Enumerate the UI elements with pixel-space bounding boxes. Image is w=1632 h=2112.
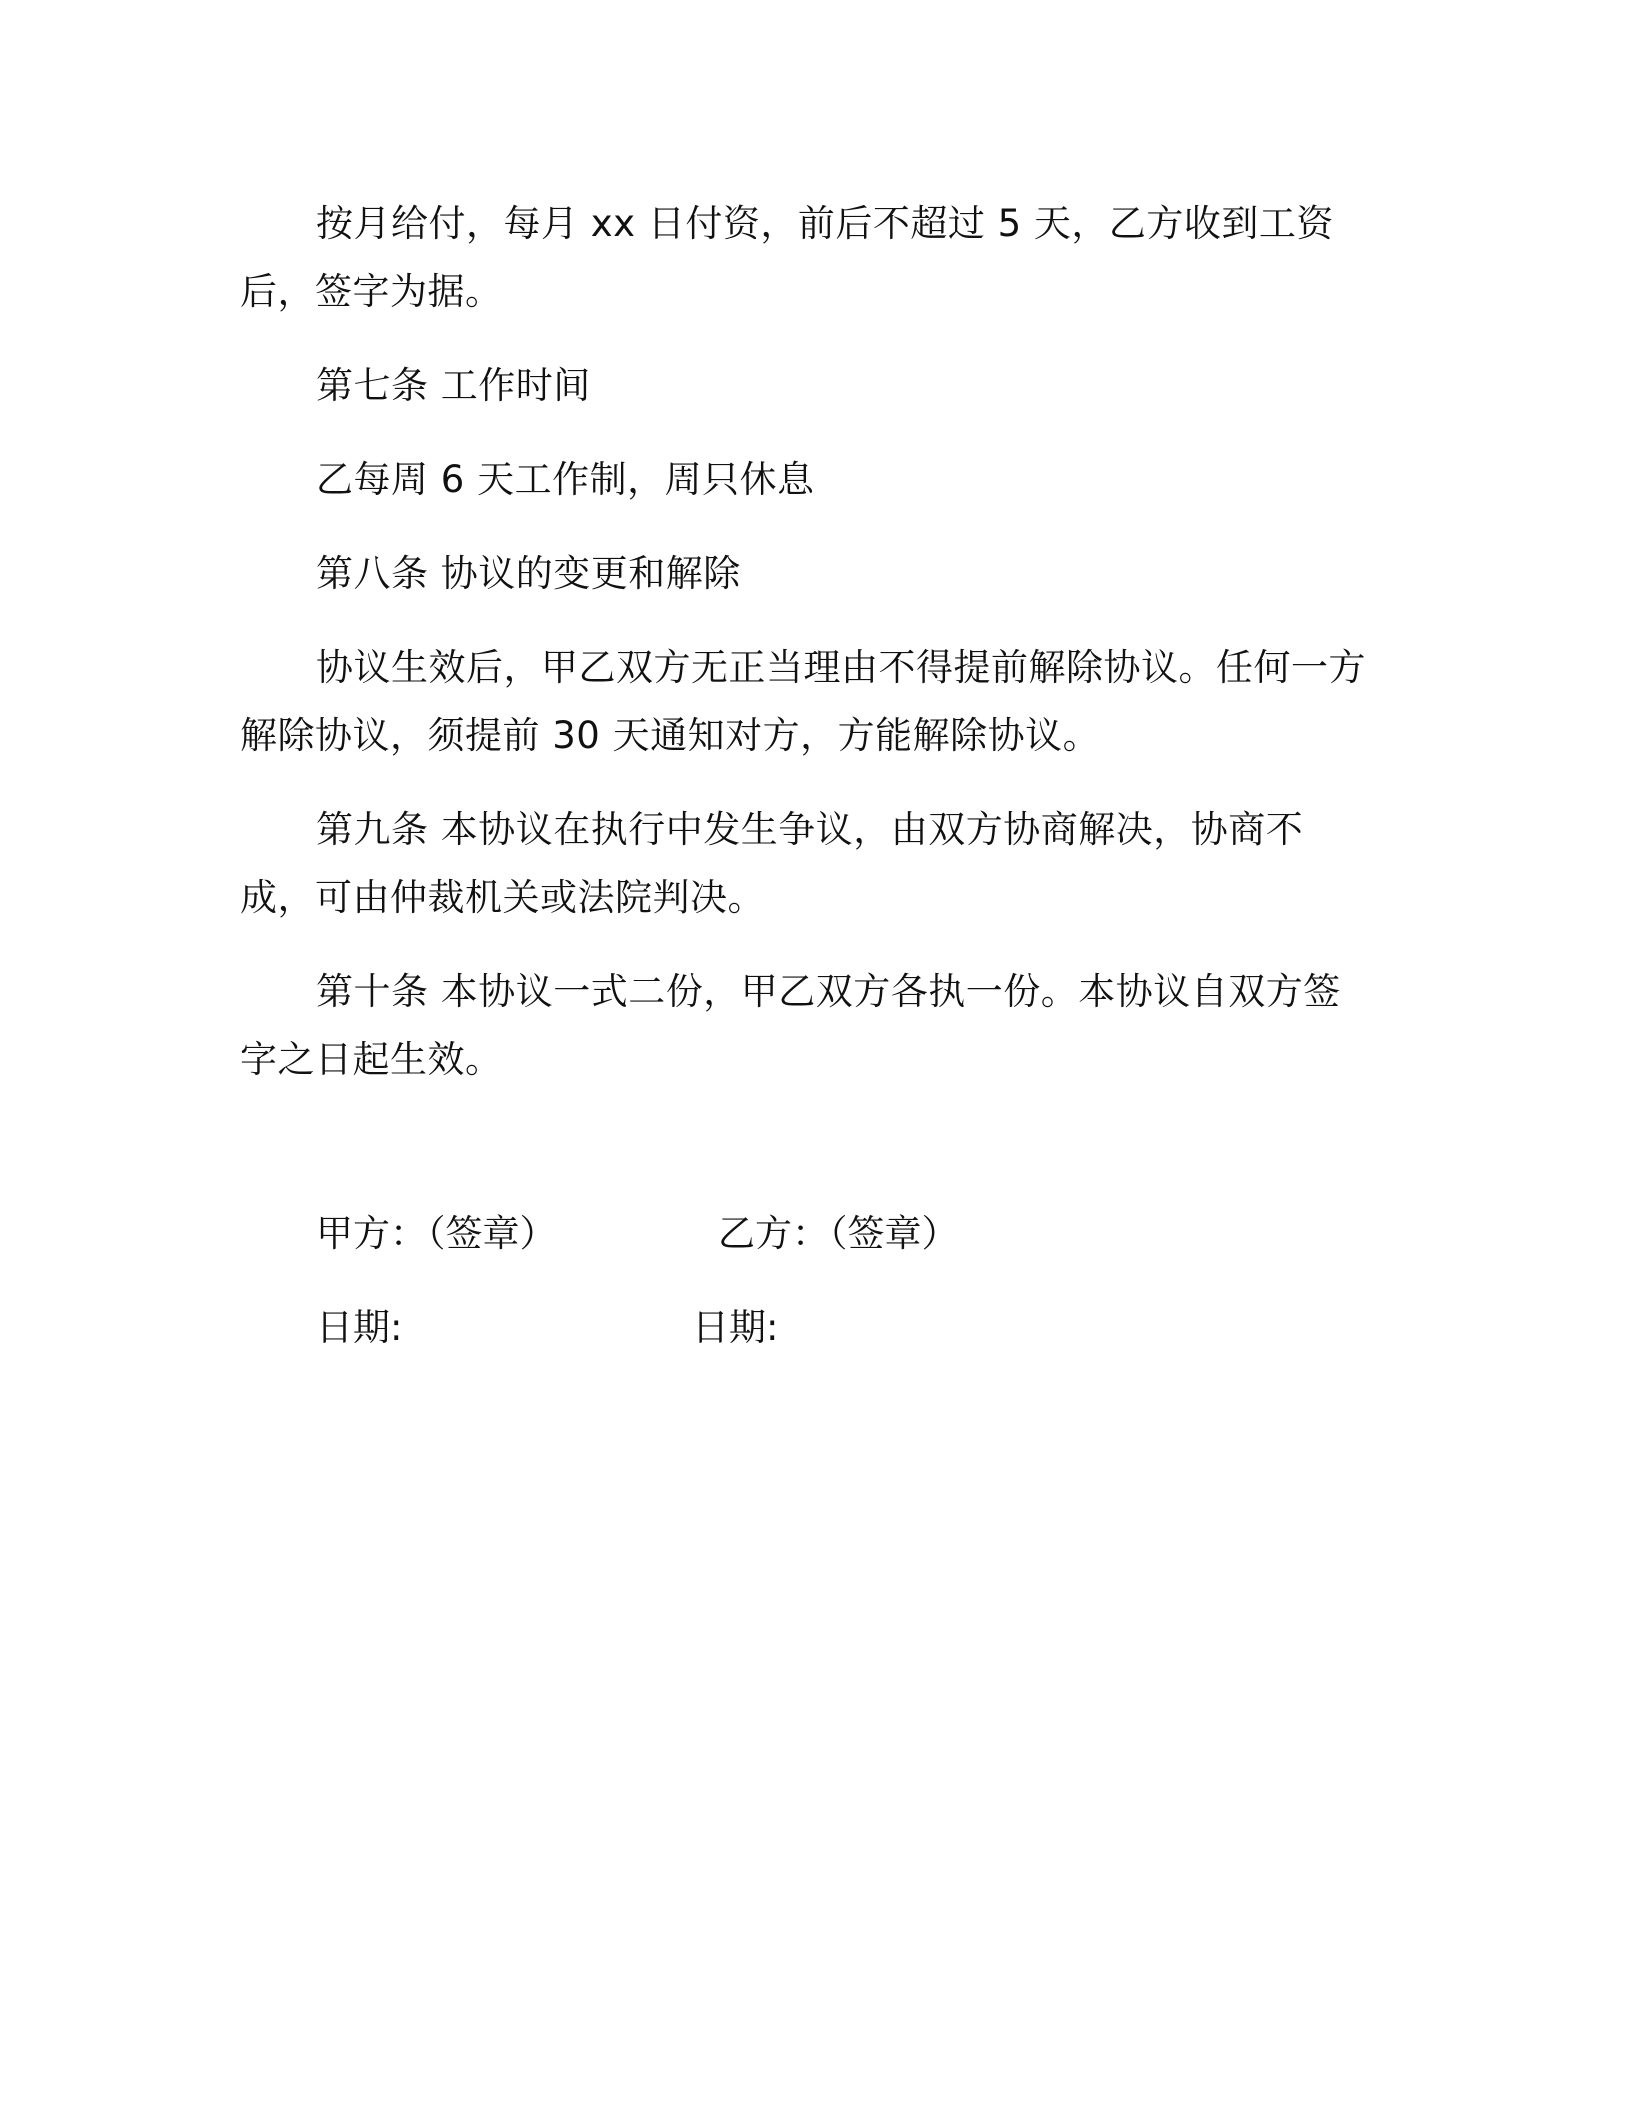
date-row [316, 1294, 1316, 1362]
party-b-date: 日期: [692, 1306, 779, 1349]
signature-block [316, 1200, 1316, 1388]
signature-row [316, 1200, 1316, 1268]
article-8-heading: 第八条 协议的变更和解除 [316, 552, 741, 595]
payment-clause: 按月给付，每月 xx 日付资，前后不超过 5 天，乙方收到工资后，签字为据。 [240, 202, 1334, 313]
article-10-clause: 第十条 本协议一式二份，甲乙双方各执一份。本协议自双方签字之日起生效。 [240, 970, 1341, 1081]
article-7-heading: 第七条 工作时间 [316, 364, 591, 407]
article-8-body: 协议生效后，甲乙双方无正当理由不得提前解除协议。任何一方解除协议，须提前 30 天通知对方，方能解除协议。 [240, 646, 1366, 757]
party-a-date: 日期: [316, 1306, 403, 1349]
article-9-clause: 第九条 本协议在执行中发生争议，由双方协商解决，协商不成，可由仲裁机关或法院判决。 [240, 808, 1304, 919]
article-7-body: 乙每周 6 天工作制，周只休息 [316, 458, 815, 501]
party-b-signature: 乙方：（签章） [718, 1212, 959, 1255]
party-a-signature: 甲方：（签章） [316, 1212, 557, 1255]
document-body [240, 190, 1370, 1120]
